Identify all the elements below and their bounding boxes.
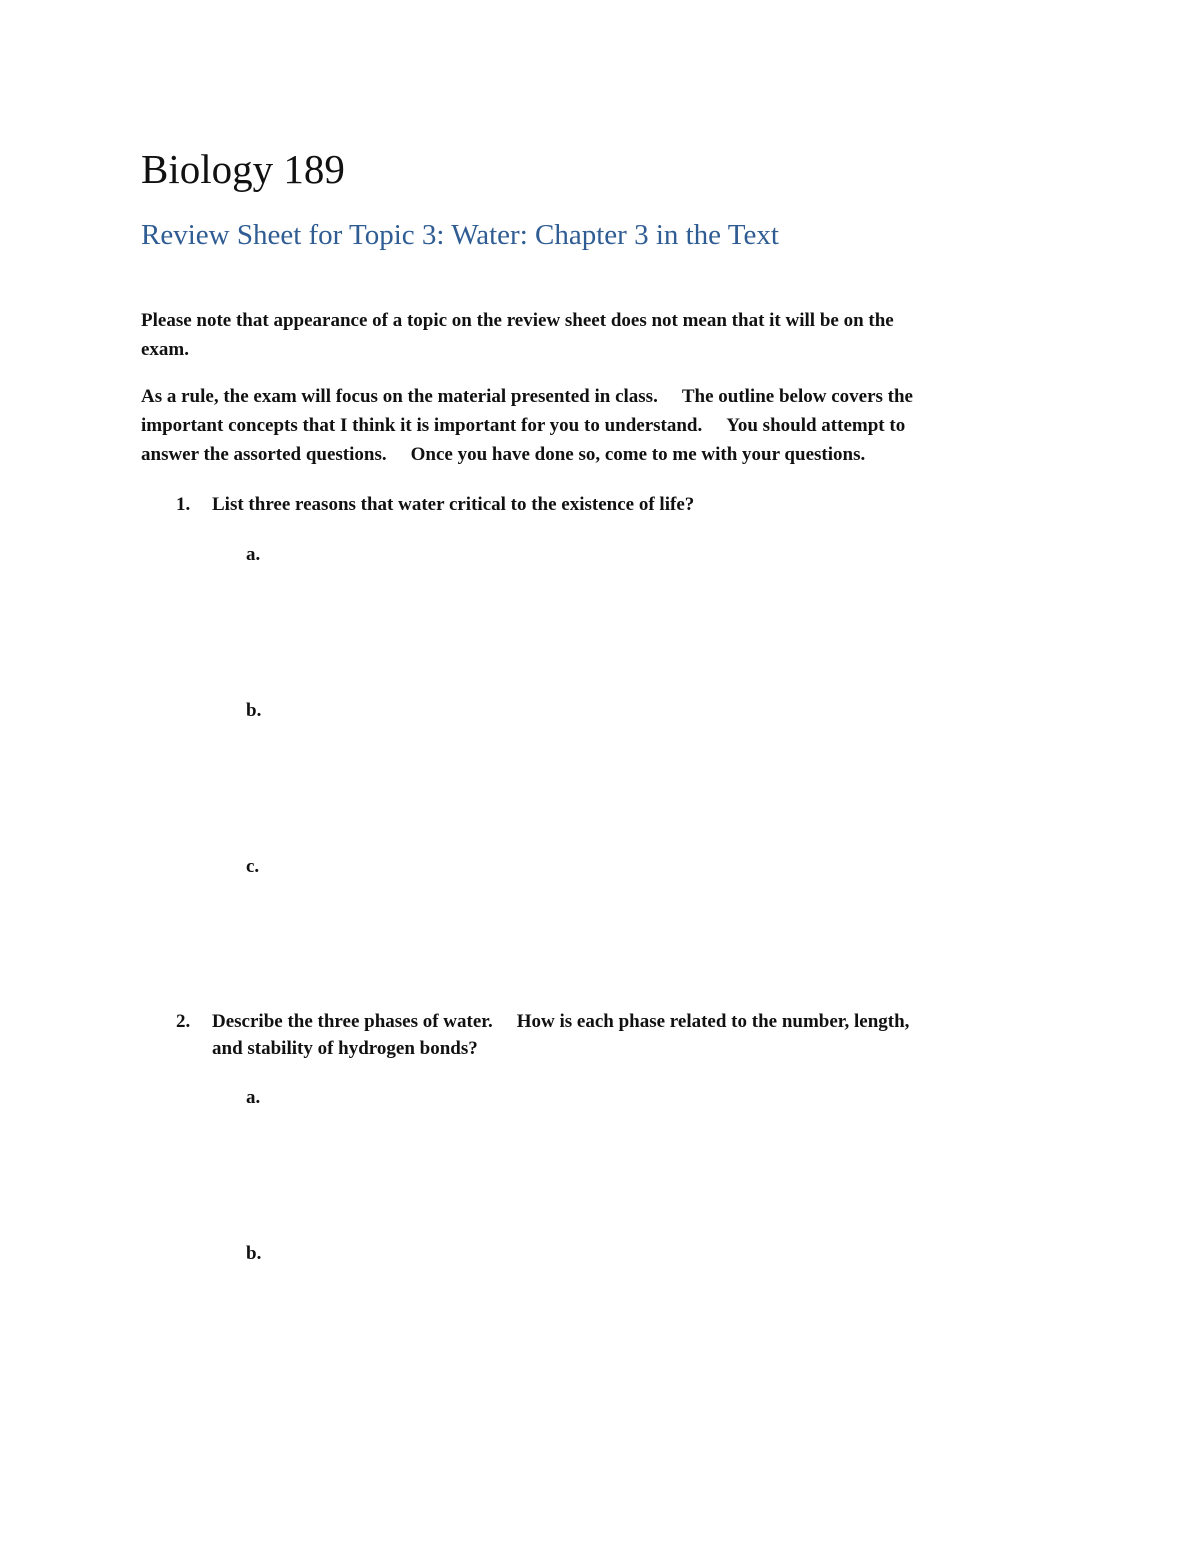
instructions-line-1-part-b: The outline below covers the <box>681 386 913 407</box>
disclaimer-paragraph <box>141 306 1061 364</box>
question-1-answer-c-label: c. <box>246 856 260 877</box>
instructions-line-1-part-a: As a rule, the exam will focus on the material presented in class. <box>141 386 658 407</box>
disclaimer-line-1: Please note that appearance of a topic on the review sheet does not mean that it will be on the <box>141 310 894 331</box>
question-1-text <box>212 491 694 518</box>
instructions-line-3 <box>141 440 1061 469</box>
question-1 <box>0 491 1200 521</box>
question-1-line-1: List three reasons that water critical to the existence of life? <box>212 494 695 515</box>
question-2-line-1-part-b: How is each phase related to the number, length, <box>516 1011 910 1032</box>
question-1-answer-a-label: a. <box>246 544 261 565</box>
question-2-answer-b-label: b. <box>246 1243 262 1264</box>
question-1-answer-b-label: b. <box>246 700 262 721</box>
instructions-line-2-part-b: You should attempt to <box>726 415 906 436</box>
question-1-number: 1. <box>176 494 191 515</box>
instructions-line-3-part-b: Once you have done so, come to me with your questions. <box>410 444 866 465</box>
question-2-line-1 <box>212 1008 909 1035</box>
disclaimer-line-2: exam. <box>141 339 190 360</box>
page-title: Biology 189 <box>141 146 345 192</box>
instructions-line-2-part-a: important concepts that I think it is important for you to understand. <box>141 415 703 436</box>
instructions-line-1 <box>141 382 1061 411</box>
instructions-line-3-part-a: answer the assorted questions. <box>141 444 387 465</box>
page-subtitle: Review Sheet for Topic 3: Water: Chapter 3 in the Text <box>141 219 779 251</box>
question-2-line-1-part-a: Describe the three phases of water. <box>212 1011 493 1032</box>
question-2-line-2: and stability of hydrogen bonds? <box>212 1038 478 1059</box>
instructions-paragraph <box>141 382 1061 469</box>
question-2-answer-a-label: a. <box>246 1087 261 1108</box>
question-2-text <box>212 1008 909 1062</box>
question-2-number: 2. <box>176 1011 191 1032</box>
question-2 <box>0 1008 1200 1068</box>
instructions-line-2 <box>141 411 1061 440</box>
